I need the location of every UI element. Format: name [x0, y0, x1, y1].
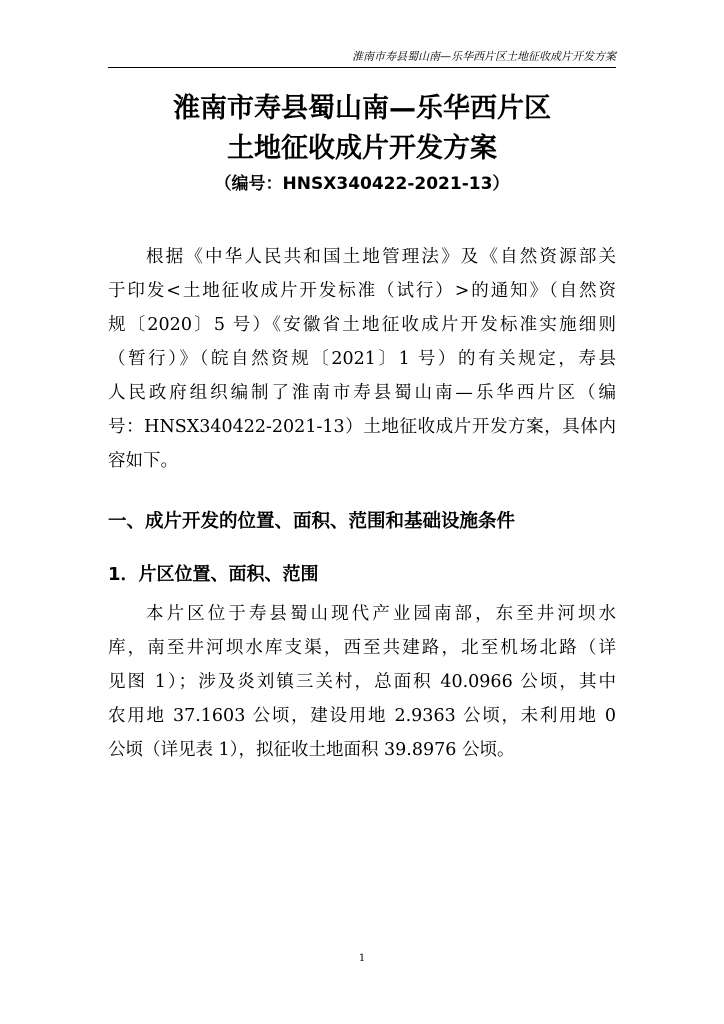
intro-line: （暂行）》（皖自然资规〔2021〕1 号）的有关规定，寿县 — [108, 349, 616, 369]
intro-line: 于印发<土地征收成片开发标准（试行）>的通知》（自然资 — [108, 281, 616, 301]
document-number: （编号：HNSX340422-2021-13） — [214, 174, 510, 194]
location-line: 农用地 37.1603 公顷，建设用地 2.9363 公顷，未利用地 0 — [108, 706, 616, 726]
intro-line: 号：HNSX340422-2021-13）土地征收成片开发方案，具体内 — [108, 417, 616, 437]
location-paragraph — [108, 597, 616, 767]
location-line: 本片区位于寿县蜀山现代产业园南部，东至井河坝水 — [146, 604, 616, 624]
location-line: 公顷（详见表 1），拟征收土地面积 39.8976 公顷。 — [108, 740, 515, 760]
document-title-line-2: 土地征收成片开发方案 — [227, 133, 497, 164]
intro-line: 规〔2020〕5 号）《安徽省土地征收成片开发标准实施细则 — [108, 315, 616, 335]
section-heading-1: 一、成片开发的位置、面积、范围和基础设施条件 — [108, 511, 516, 532]
page-number: 1 — [358, 953, 366, 964]
document-title-line-1: 淮南市寿县蜀山南—乐华西片区 — [173, 93, 551, 124]
intro-paragraph — [108, 240, 616, 478]
running-header: 淮南市寿县蜀山南—乐华西片区土地征收成片开发方案 — [352, 50, 616, 63]
intro-line: 根据《中华人民共和国土地管理法》及《自然资源部关 — [146, 247, 616, 267]
location-line: 见图 1）；涉及炎刘镇三关村，总面积 40.0966 公顷，其中 — [108, 672, 616, 692]
subsection-heading-1-1: 1．片区位置、面积、范围 — [108, 564, 319, 585]
header-rule — [108, 67, 616, 68]
intro-line: 容如下。 — [108, 451, 178, 471]
intro-line: 人民政府组织编制了淮南市寿县蜀山南—乐华西片区（编 — [108, 383, 616, 403]
location-line: 库，南至井河坝水库支渠，西至共建路，北至机场北路（详 — [108, 638, 616, 658]
